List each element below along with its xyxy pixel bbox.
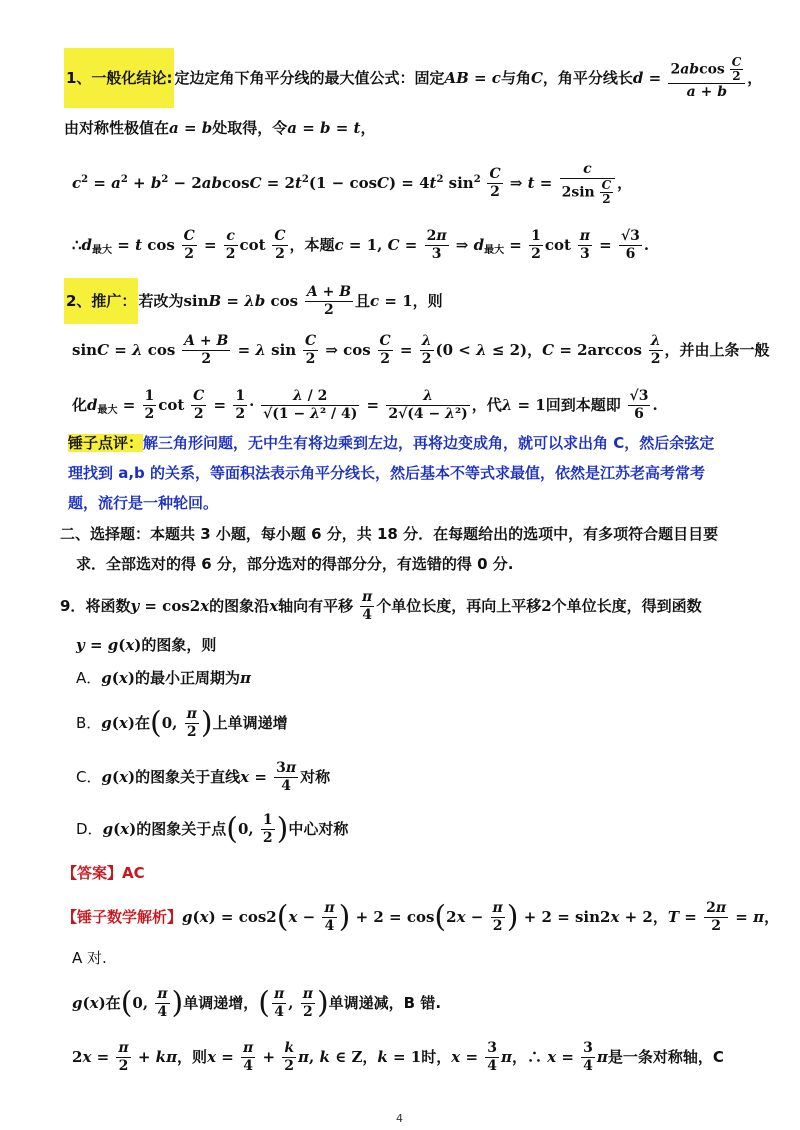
generalization-line1: 2、推广： 若改为sinB = λb cos $\frac{A + B}{2}$ 且c = 1，则 <box>64 278 443 324</box>
comment-line1: 锤子点评：解三角形问题，无中生有将边乘到左边，再将边变成角，就可以求出角 C，然后余弦定 <box>68 434 715 452</box>
generalization-line3: 化$d_{最大}$ = $\frac{1}{2}$ cot $\frac{C}{2}$ = $\frac{1}{2}$ · $\frac{\lambda / 2}{\text{√(1 − λ² / 4)}}$ = $\frac{\lambda}{\text{2√(4 − λ²)}}$ ，代λ = 1回到本题即 $\frac{√3}{6}$ . <box>72 388 658 422</box>
answer-label: 【答案】AC <box>62 864 145 882</box>
q9-stem-line1: 9．将函数y = cos2x的图象沿x轴向有平移 $\frac{\pi}{4}$ 个单位长度，再向上平移2个单位长度，得到函数 <box>60 589 702 623</box>
general-conclusion-line1: 1、一般化结论: 定边定角下角平分线的最大值公式：固定AB = c与角C，角平分线长d = 2abcos $\frac{C}{2}$ a + b ， <box>64 48 762 108</box>
comment-line2: 理找到 a,b 的关系，等面积法表示角平分线长，然后基本不等式求最值，依然是江苏老高考常考 <box>68 464 706 482</box>
general-conclusion-line2: 由对称性极值在a = b处取得，令a = b = t， <box>64 119 376 137</box>
bisector-length-formula: 2abcos $\frac{C}{2}$ a + b <box>668 56 745 101</box>
solution-line1: 【锤子数学解析】g(x) = cos2(x − $\frac{\pi}{4}$ ) + 2 = cos(2x − $\frac{\pi}{2}$ ) + 2 = sin2x + 2，T = $\frac{2\pi}{2}$ = π， <box>62 899 780 935</box>
solution-line4: 2x = $\frac{\pi}{2}$ + kπ，则x = $\frac{\pi}{4}$ + $\frac{k}{2}$ π, k ∈ Z，k = 1时，x = $\frac{3}{4}$ π，∴ x = $\frac{3}{4}$ π是一条对称轴，C <box>72 1040 724 1074</box>
general-conclusion-badge: 1、一般化结论: <box>64 48 174 108</box>
law-of-cosines-derivation: $c^2 = a^2 + b^2 - 2abcosC = 2t^2(1 - \cos C) = 4t^2$ $\sin^2$ $\frac{C}{2}$ ⇒ t = c 2sin $\frac{C}{2}$ ， <box>72 161 633 206</box>
comment-line3: 题，流行是一种轮回。 <box>68 494 219 512</box>
choice-section-line1: 二、选择题：本题共 3 小题，每小题 6 分，共 18 分．在每题给出的选项中，有多项符合题目目要 <box>60 525 719 543</box>
max-bisector-conclusion: $\therefore d_{最大} = t$ cos $\frac{C}{2}$ = $\frac{c}{2}$ cot $\frac{C}{2}$ ，本题c = 1, C = $\frac{2\pi}{3}$ ⇒ $d_{最大}$ = $\frac{1}{2}$ cot $\frac{\pi}{3}$ = $\frac{√3}{6}$ . <box>72 228 650 262</box>
comment-label: 锤子点评： <box>68 434 144 452</box>
solution-label: 【锤子数学解析】 <box>62 908 183 926</box>
q9-option-a: A．g(x)的最小正周期为π <box>76 669 251 687</box>
choice-section-line2: 求．全部选对的得 6 分，部分选对的得部分分，有选错的得 0 分. <box>76 555 514 573</box>
q9-option-d: D．g(x)的图象关于点(0, $\frac{1}{2}$ )中心对称 <box>76 811 349 847</box>
q9-option-c: C．g(x)的图象关于直线x = $\frac{3\pi}{4}$ 对称 <box>76 760 331 794</box>
page-number: 4 <box>396 1112 403 1125</box>
solution-line3: g(x)在(0, $\frac{\pi}{4}$ )单调递增，( $\frac{\pi}{4}$ , $\frac{\pi}{2}$ )单调递减，B 错. <box>72 985 442 1021</box>
q9-option-b: B．g(x)在(0, $\frac{\pi}{2}$ )上单调递增 <box>76 705 288 741</box>
q9-stem-line2: y = g(x)的图象，则 <box>76 636 217 654</box>
generalization-badge: 2、推广： <box>64 278 138 324</box>
generalization-line2: sinC = λ cos $\frac{A + B}{2}$ = λ sin $\frac{C}{2}$ ⇒ cos $\frac{C}{2}$ = $\frac{\lambda}{2}$ (0 < λ ≤ 2)，C = 2arccos $\frac{\lambda}{2}$ ，并由上条一般 <box>72 333 770 367</box>
solution-line2: A 对. <box>72 949 107 967</box>
